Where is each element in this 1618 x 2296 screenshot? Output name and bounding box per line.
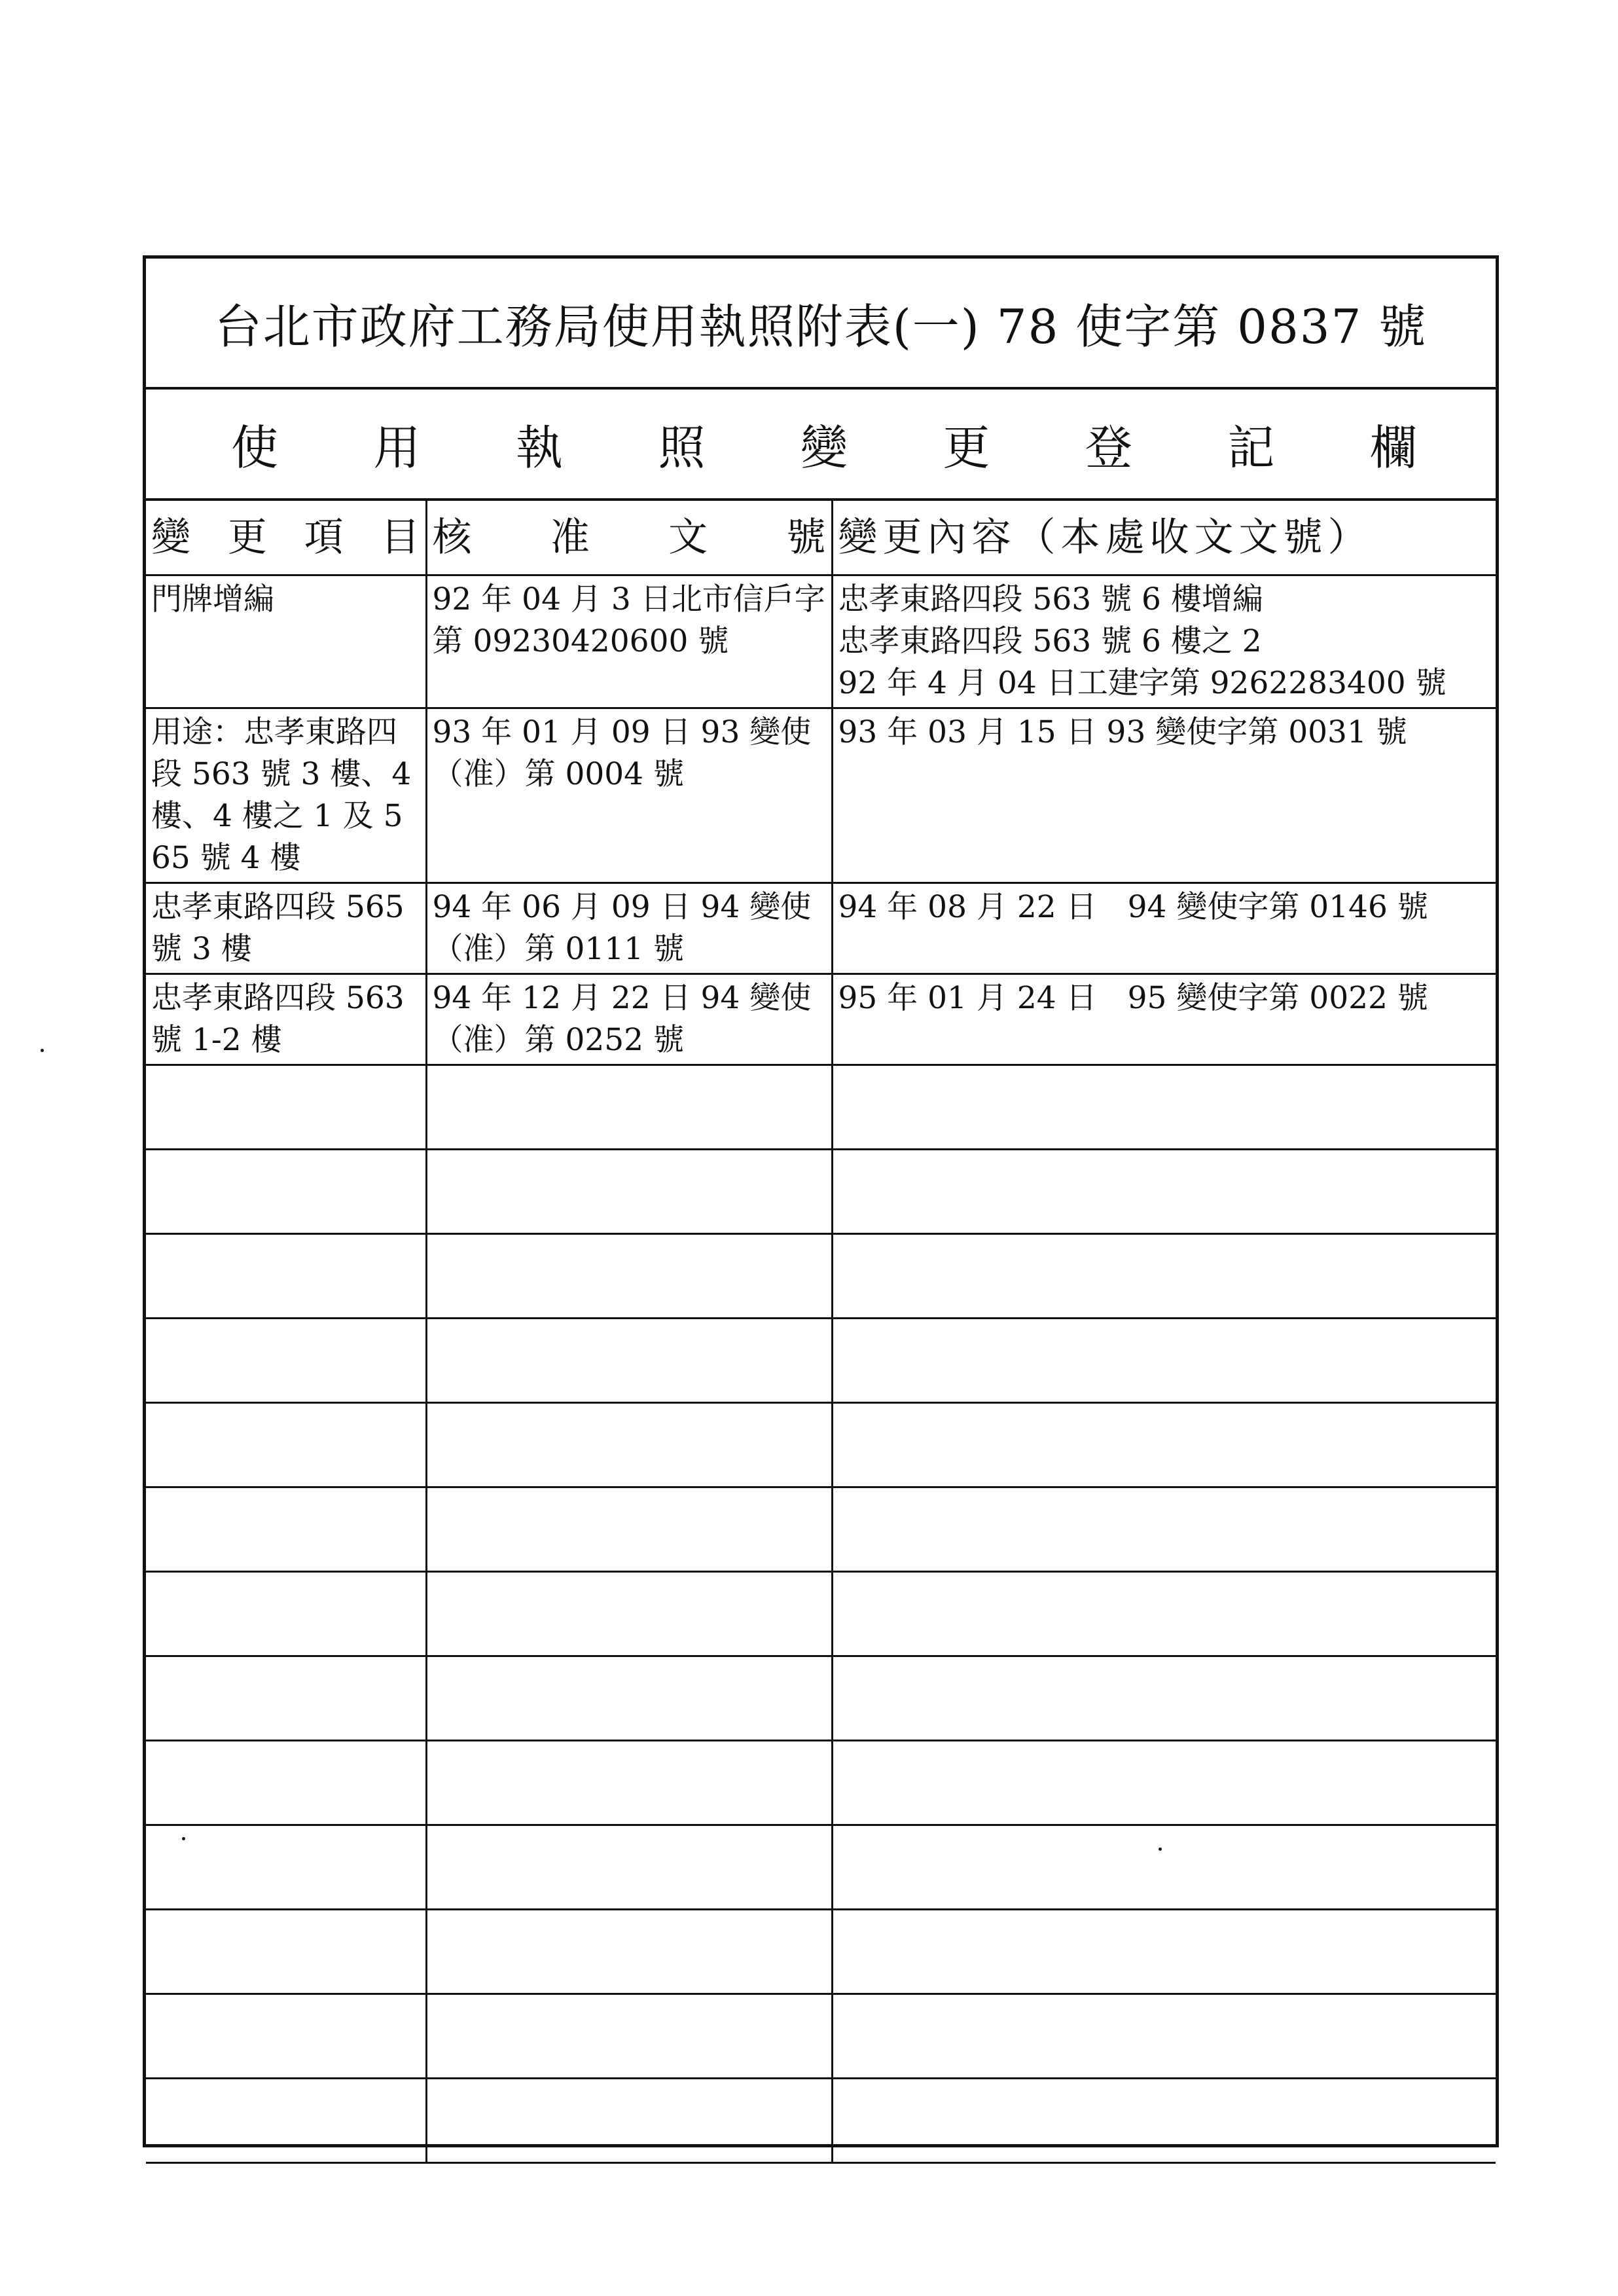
change-content-cell xyxy=(832,708,1496,883)
empty-row xyxy=(146,1487,1496,1572)
change-item-cell: 用途：忠孝東路四段 563 號 3 樓、4 樓、4 樓之 1 及 565 號 4 樓 xyxy=(146,708,426,883)
table-row xyxy=(146,974,1496,1065)
table-row xyxy=(146,575,1496,708)
change-item-cell: 忠孝東路四段 565 號 3 樓 xyxy=(146,883,426,974)
change-content-cell xyxy=(832,575,1496,708)
header-approval-number: 核 准 文 號 xyxy=(426,501,832,575)
empty-row xyxy=(146,1065,1496,1150)
empty-row xyxy=(146,1656,1496,1741)
approval-number-cell: 93 年 01 月 09 日 93 變使（准）第 0004 號 xyxy=(426,708,832,883)
subtitle-char: 用 xyxy=(373,420,421,475)
empty-row xyxy=(146,1572,1496,1656)
content-line: 93 年 03 月 15 日 93 變使字第 0031 號 xyxy=(838,714,1407,750)
header-change-item: 變 更 項 目 xyxy=(146,501,426,575)
subtitle-char: 登 xyxy=(1085,420,1132,475)
empty-row xyxy=(146,1319,1496,1403)
form-title-row xyxy=(146,259,1496,390)
form-title: 台北市政府工務局使用執照附表(一) 78 使字第 0837 號 xyxy=(214,299,1428,354)
empty-row xyxy=(146,1825,1496,1910)
register-form xyxy=(143,255,1499,2147)
subtitle-char: 更 xyxy=(943,420,990,475)
table-row xyxy=(146,883,1496,974)
content-line: 95 年 01 月 24 日 95 變使字第 0022 號 xyxy=(838,980,1428,1016)
empty-row xyxy=(146,1910,1496,1994)
scan-speck xyxy=(41,1049,44,1052)
header-change-content: 變更內容（本處收文文號） xyxy=(832,501,1496,575)
change-content-cell xyxy=(832,883,1496,974)
change-content-cell xyxy=(832,974,1496,1065)
empty-row xyxy=(146,1741,1496,1825)
subtitle-char: 執 xyxy=(515,420,563,475)
approval-number-cell: 94 年 06 月 09 日 94 變使（准）第 0111 號 xyxy=(426,883,832,974)
change-register-table xyxy=(146,501,1496,2164)
change-item-cell: 門牌增編 xyxy=(146,575,426,708)
empty-row xyxy=(146,1234,1496,1319)
content-line: 94 年 08 月 22 日 94 變使字第 0146 號 xyxy=(838,889,1428,925)
scan-speck xyxy=(1159,1848,1162,1851)
change-item-cell: 忠孝東路四段 563 號 1-2 樓 xyxy=(146,974,426,1065)
subtitle-char: 變 xyxy=(800,420,848,475)
table-header-row xyxy=(146,501,1496,575)
scan-speck xyxy=(182,1837,185,1840)
empty-row xyxy=(146,1150,1496,1234)
subtitle-char: 欄 xyxy=(1369,420,1417,475)
empty-row xyxy=(146,1403,1496,1487)
content-line: 92 年 4 月 04 日工建字第 9262283400 號 xyxy=(838,665,1447,701)
empty-row xyxy=(146,2079,1496,2163)
form-subtitle xyxy=(146,390,1496,501)
approval-number-cell: 92 年 04 月 3 日北市信戶字第 09230420600 號 xyxy=(426,575,832,708)
subtitle-char: 記 xyxy=(1227,420,1275,475)
subtitle-char: 使 xyxy=(231,420,279,475)
table-row xyxy=(146,708,1496,883)
subtitle-char: 照 xyxy=(658,420,706,475)
empty-row xyxy=(146,1994,1496,2079)
content-line: 忠孝東路四段 563 號 6 樓增編 xyxy=(838,581,1263,617)
content-line: 忠孝東路四段 563 號 6 樓之 2 xyxy=(838,623,1262,659)
approval-number-cell: 94 年 12 月 22 日 94 變使（准）第 0252 號 xyxy=(426,974,832,1065)
